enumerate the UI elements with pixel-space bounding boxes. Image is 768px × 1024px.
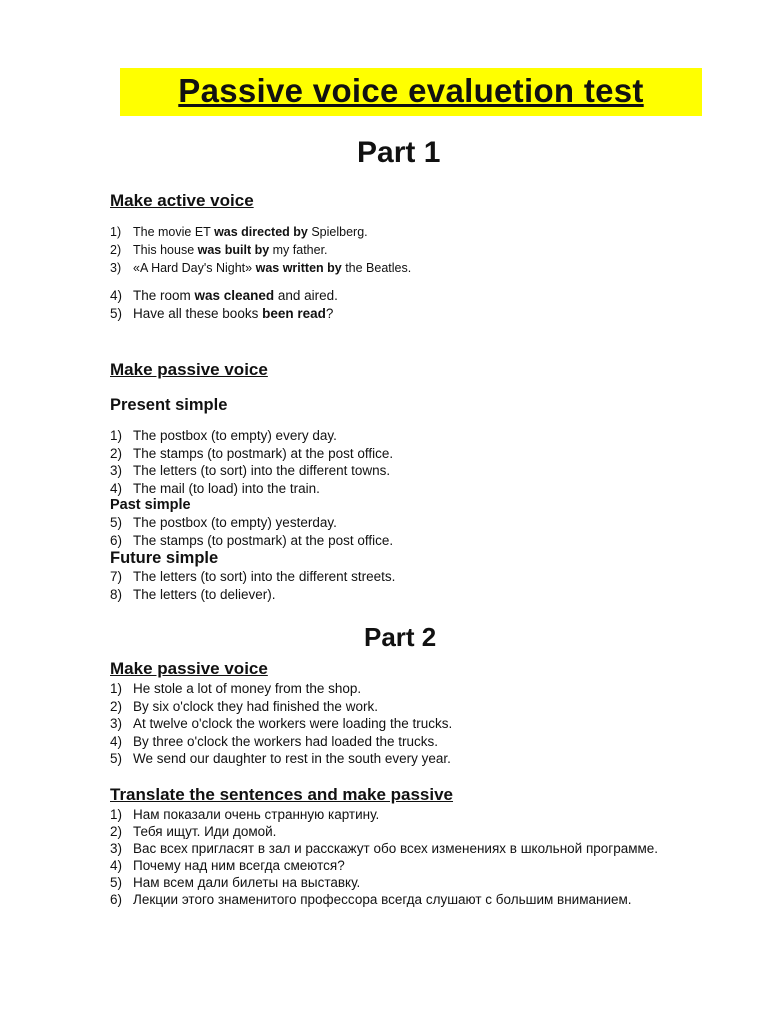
list-item: 3) At twelve o'clock the workers were loading the trucks. (110, 716, 453, 732)
list-item: 1) The movie ET was directed by Spielberg. (110, 225, 368, 239)
list-item: 1) The postbox (to empty) every day. (110, 428, 337, 443)
list-item: 3) Вас всех пригласят в зал и расскажут обо всех изменениях в школьной программе. (110, 841, 659, 856)
active-voice-list-b (110, 287, 338, 322)
list-item: 3) «A Hard Day's Night» was written by the Beatles. (110, 261, 412, 275)
translate-list (110, 806, 693, 908)
page-title: Passive voice evaluetion test (178, 72, 644, 109)
present-simple-heading: Present simple (110, 396, 228, 414)
list-item: 4) Почему над ним всегда смеются? (110, 858, 345, 873)
translate-heading: Translate the sentences and make passive (110, 785, 454, 804)
list-item: 6) The stamps (to postmark) at the post office. (110, 532, 394, 548)
list-item: 6) Лекции этого знаменитого профессора всегда слушают с большим вниманием. (110, 892, 632, 907)
list-item: 5) The postbox (to empty) yesterday. (110, 515, 337, 530)
part2-heading: Part 2 (364, 622, 437, 652)
make-passive-voice-heading: Make passive voice (110, 360, 268, 379)
past-simple-list (110, 514, 393, 549)
list-item: 5) Нам всем дали билеты на выставку. (110, 875, 361, 890)
list-item: 7) The letters (to sort) into the different streets. (110, 569, 396, 584)
list-item: 5) Have all these books been read? (110, 305, 334, 321)
active-voice-list-a (110, 223, 411, 277)
part2-passive-list (110, 680, 452, 768)
list-item: 1) He stole a lot of money from the shop. (110, 681, 362, 696)
future-simple-list (110, 568, 395, 603)
past-simple-heading: Past simple (110, 497, 191, 513)
make-active-voice-heading: Make active voice (110, 191, 254, 210)
list-item: 2) Тебя ищут. Иди домой. (110, 824, 277, 839)
list-item: 2) The stamps (to postmark) at the post office. (110, 445, 394, 461)
list-item: 5) We send our daughter to rest in the south every year. (110, 751, 451, 767)
title-highlight (120, 68, 702, 116)
list-item: 4) The room was cleaned and aired. (110, 288, 338, 303)
list-item: 2) By six o'clock they had finished the work. (110, 698, 378, 714)
list-item: 4) By three o'clock the workers had loaded the trucks. (110, 733, 438, 749)
part2-make-passive-voice-heading: Make passive voice (110, 659, 268, 678)
list-item: 8) The letters (to deliever). (110, 586, 276, 602)
part1-heading: Part 1 (357, 136, 441, 169)
list-item: 1) Нам показали очень странную картину. (110, 807, 380, 822)
future-simple-heading: Future simple (110, 549, 219, 567)
list-item: 3) The letters (to sort) into the different towns. (110, 463, 391, 479)
list-item: 4) The mail (to load) into the train. (110, 480, 320, 496)
list-item: 2) This house was built by my father. (110, 243, 328, 257)
present-simple-list (110, 427, 393, 497)
